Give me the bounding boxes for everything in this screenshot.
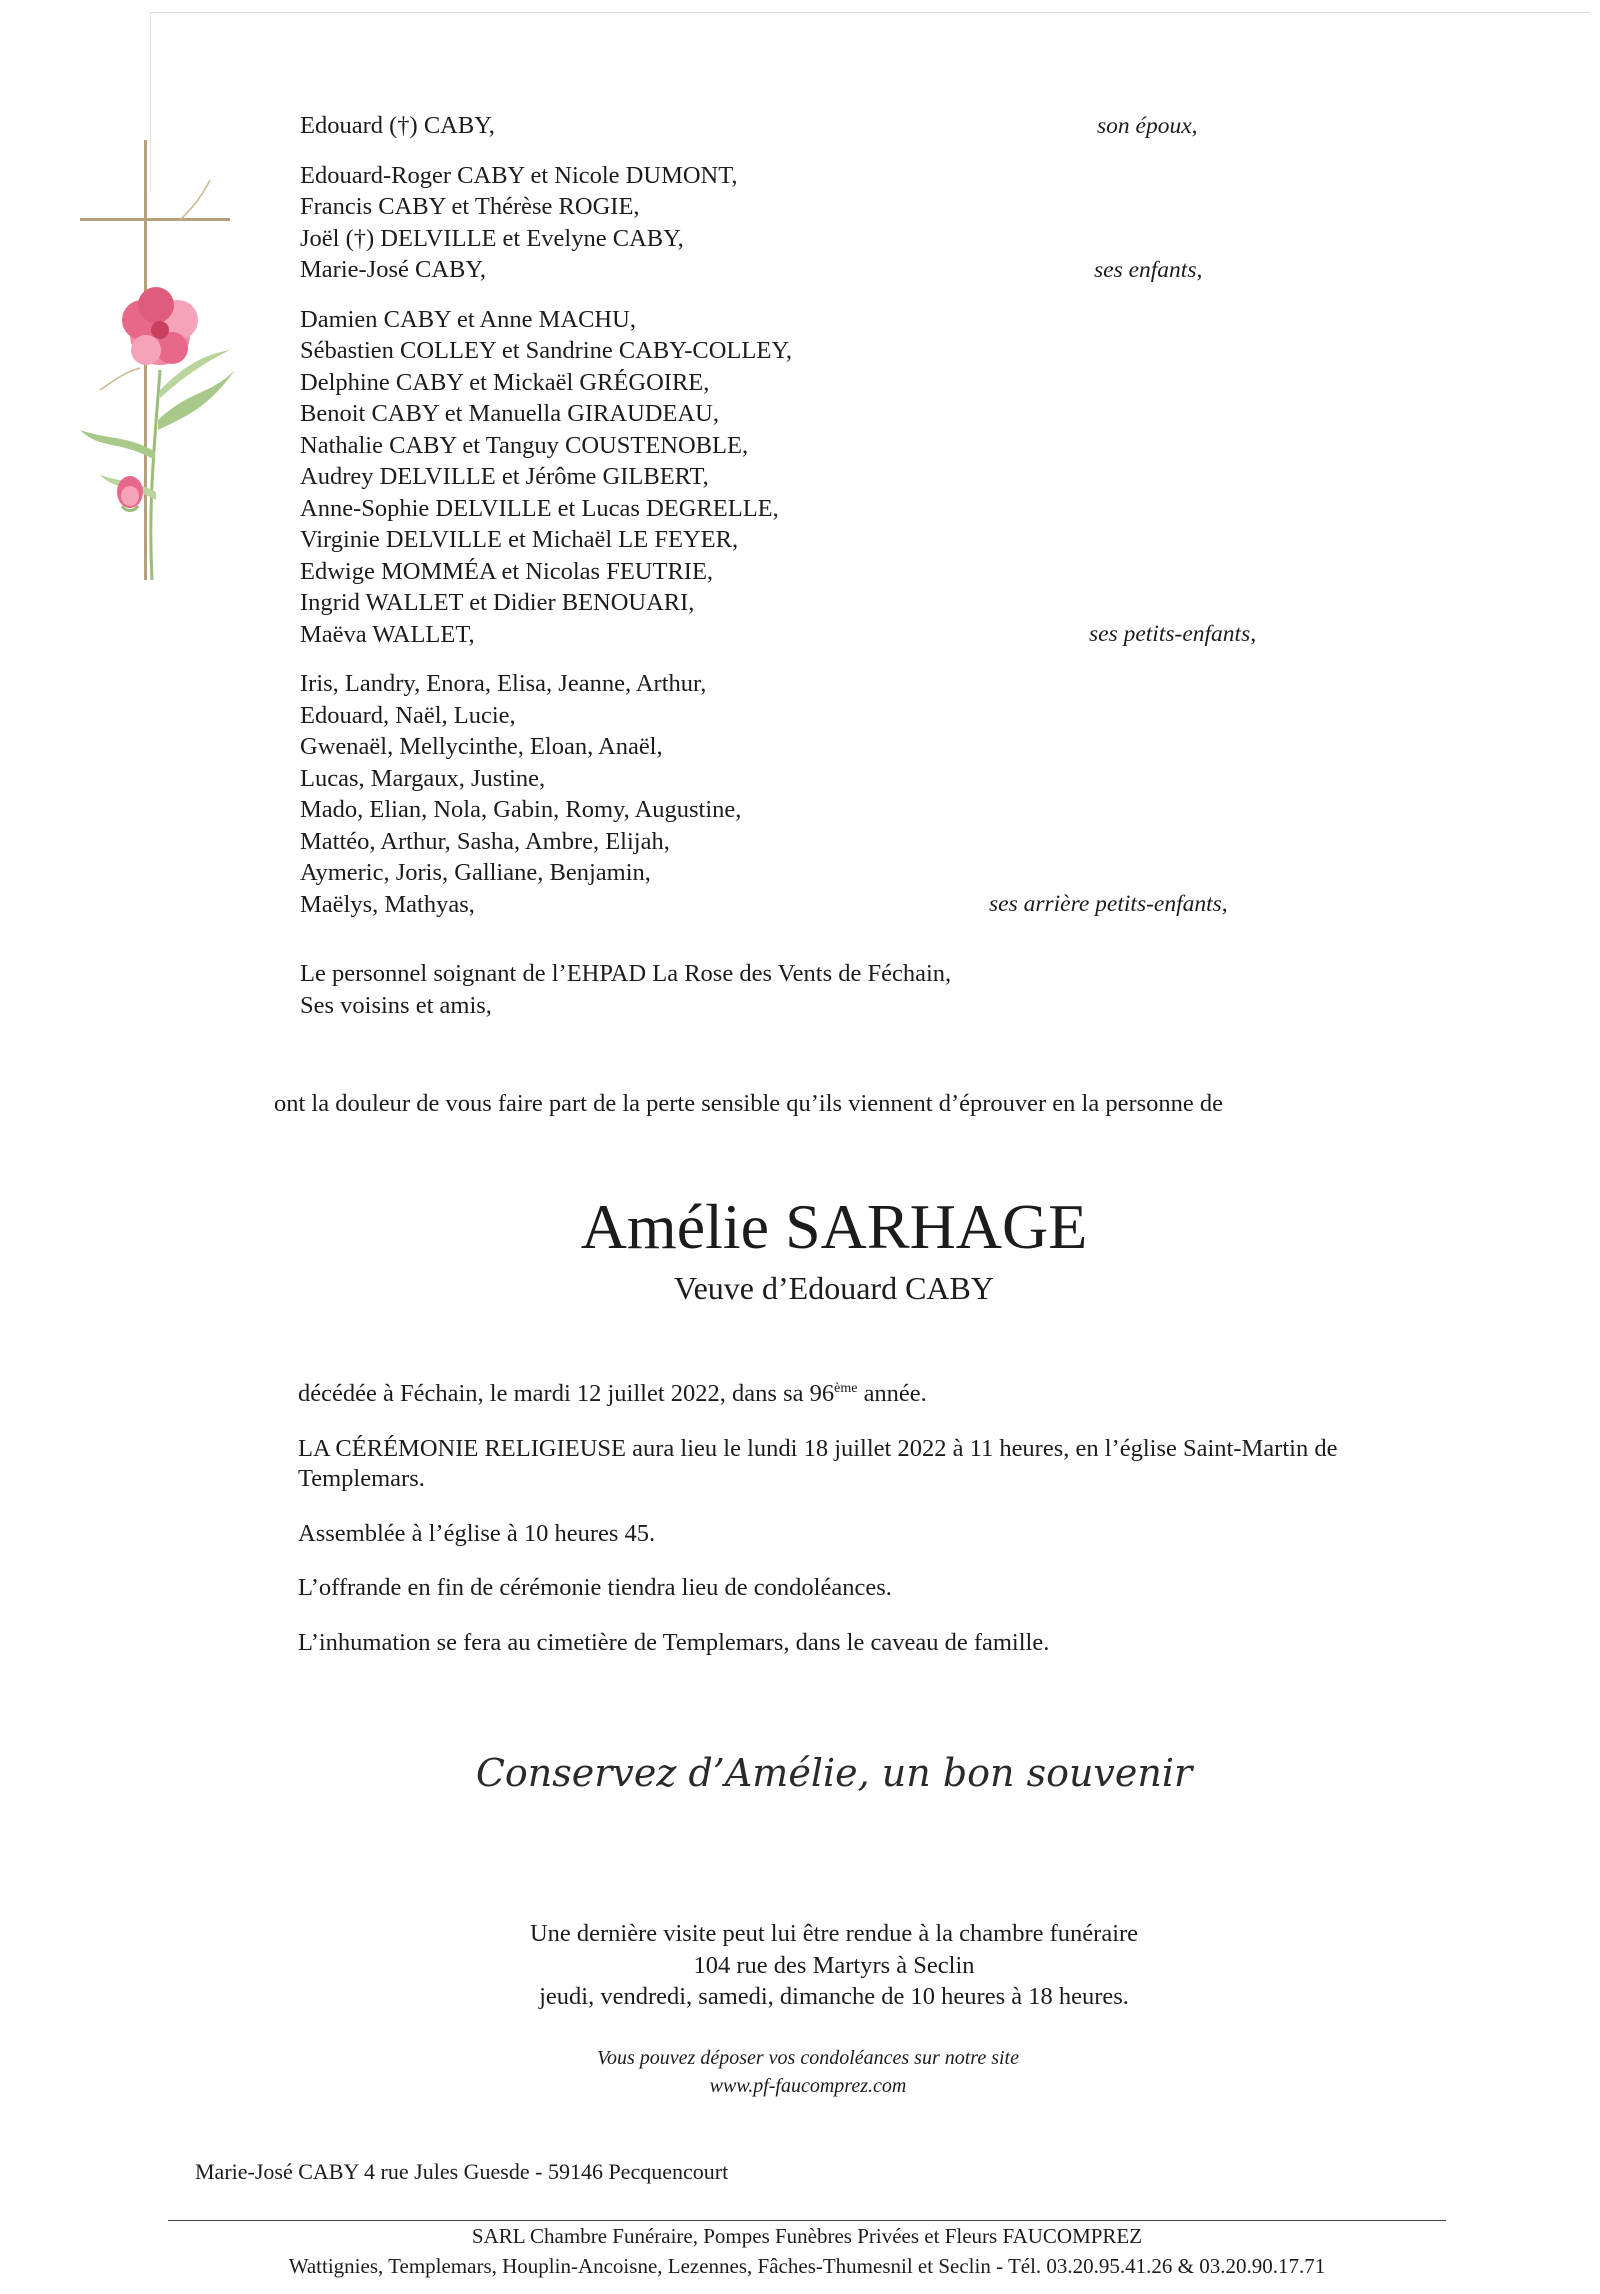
ceremony-notice: LA CÉRÉMONIE RELIGIEUSE aura lieu le lundi 18 juillet 2022 à 11 heures, en l’église Saint-Martin de Templemars.: [298, 1434, 1338, 1493]
relation-label: ses enfants,: [1094, 256, 1203, 283]
family-name: Sébastien COLLEY et Sandrine CABY-COLLEY,: [300, 337, 792, 364]
family-name: Benoit CABY et Manuella GIRAUDEAU,: [300, 400, 719, 427]
family-list: [300, 110, 1300, 938]
family-name: Marie-José CABY,: [300, 256, 487, 283]
condolences-website[interactable]: www.pf-faucomprez.com: [709, 2075, 907, 2097]
assembly-notice: Assemblée à l’église à 10 heures 45.: [298, 1519, 656, 1547]
family-name: Mado, Elian, Nola, Gabin, Romy, Augustine,: [300, 796, 742, 823]
family-name: Iris, Landry, Enora, Elisa, Jeanne, Arthur,: [300, 670, 707, 697]
family-name: Mattéo, Arthur, Sasha, Ambre, Elijah,: [300, 827, 670, 855]
family-name: Delphine CABY et Mickaël GRÉGOIRE,: [300, 368, 710, 396]
family-name: Nathalie CABY et Tanguy COUSTENOBLE,: [300, 431, 749, 459]
footer-divider: [168, 2220, 1446, 2221]
burial-notice: L’inhumation se fera au cimetière de Templemars, dans le caveau de famille.: [298, 1628, 1050, 1656]
top-border-line: [150, 12, 1590, 13]
deceased-subtitle: Veuve d’Edouard CABY: [674, 1270, 994, 1306]
relation-label: ses arrière petits-enfants,: [989, 891, 1228, 917]
visit-hours: jeudi, vendredi, samedi, dimanche de 10 heures à 18 heures.: [539, 1983, 1129, 2010]
cross-flower-decoration: [60, 140, 260, 580]
relation-label: ses petits-enfants,: [1089, 621, 1257, 647]
staff-and-friends: [300, 958, 951, 1022]
relation-label: son époux,: [1097, 112, 1198, 139]
family-group-children: [300, 160, 1300, 286]
family-name: Ingrid WALLET et Didier BENOUARI,: [300, 589, 695, 616]
family-name: Maëlys, Mathyas,: [300, 890, 475, 918]
visit-address: 104 rue des Martyrs à Seclin: [693, 1951, 975, 1979]
family-name: Anne-Sophie DELVILLE et Lucas DEGRELLE,: [300, 494, 779, 522]
family-name: Virginie DELVILLE et Michaël LE FEYER,: [300, 526, 739, 553]
announcement-intro: ont la douleur de vous faire part de la perte sensible qu’ils viennent d’éprouver en la personne de: [274, 1090, 1224, 1117]
death-notice-end: année.: [857, 1380, 927, 1408]
family-contact: Marie-José CABY 4 rue Jules Guesde - 59146 Pecquencourt: [195, 2159, 729, 2184]
deceased-name: Amélie SARHAGE: [580, 1191, 1088, 1262]
family-name: Joël (†) DELVILLE et Evelyne CABY,: [300, 224, 684, 252]
friends-line: Ses voisins et amis,: [300, 992, 492, 1019]
death-notice: [298, 1374, 1358, 1410]
family-name: Aymeric, Joris, Galliane, Benjamin,: [300, 859, 651, 886]
death-notice-text: décédée à Féchain, le mardi 12 juillet 2022, dans sa 96: [298, 1380, 835, 1408]
staff-line: Le personnel soignant de l’EHPAD La Rose des Vents de Féchain,: [300, 960, 952, 987]
handwritten-message: Conservez d’Amélie, un bon souvenir: [475, 1751, 1193, 1795]
family-name: Maëva WALLET,: [300, 620, 475, 648]
footer-company: SARL Chambre Funéraire, Pompes Funèbres Privées et Fleurs FAUCOMPREZ: [471, 2224, 1143, 2248]
family-name: Edouard-Roger CABY et Nicole DUMONT,: [300, 161, 738, 189]
family-name: Francis CABY et Thérèse ROGIE,: [300, 193, 640, 220]
family-group-spouse: [300, 110, 1300, 142]
funeral-details: [298, 1374, 1358, 1682]
visit-line: Une dernière visite peut lui être rendue à la chambre funéraire: [529, 1920, 1139, 1947]
family-name: Gwenaël, Mellycinthe, Eloan, Anaël,: [300, 733, 663, 760]
condolences-info: [0, 2044, 1600, 2100]
family-name: Lucas, Margaux, Justine,: [300, 764, 546, 792]
family-name: Edouard, Naël, Lucie,: [300, 701, 516, 729]
family-name: Edwige MOMMÉA et Nicolas FEUTRIE,: [300, 557, 714, 585]
footer-locations: Wattignies, Templemars, Houplin-Ancoisne, Lezennes, Fâches-Thumesnil et Seclin - Tél. 03.20.95.41.26 & 03.20.90.17.71: [288, 2254, 1326, 2278]
flower-icon: [122, 287, 198, 365]
family-name: Edouard (†) CABY,: [300, 112, 495, 139]
offering-notice: L’offrande en fin de cérémonie tiendra lieu de condoléances.: [298, 1574, 892, 1602]
family-group-grandchildren: [300, 304, 1300, 651]
ordinal-suffix: ème: [834, 1381, 858, 1396]
visit-info: [0, 1918, 1600, 2013]
family-group-great-grandchildren: [300, 668, 1300, 920]
family-name: Audrey DELVILLE et Jérôme GILBERT,: [300, 463, 709, 490]
condolences-text: Vous pouvez déposer vos condoléances sur notre site: [597, 2047, 1019, 2069]
flower-bud-icon: [117, 476, 143, 511]
family-name: Damien CABY et Anne MACHU,: [300, 305, 636, 333]
